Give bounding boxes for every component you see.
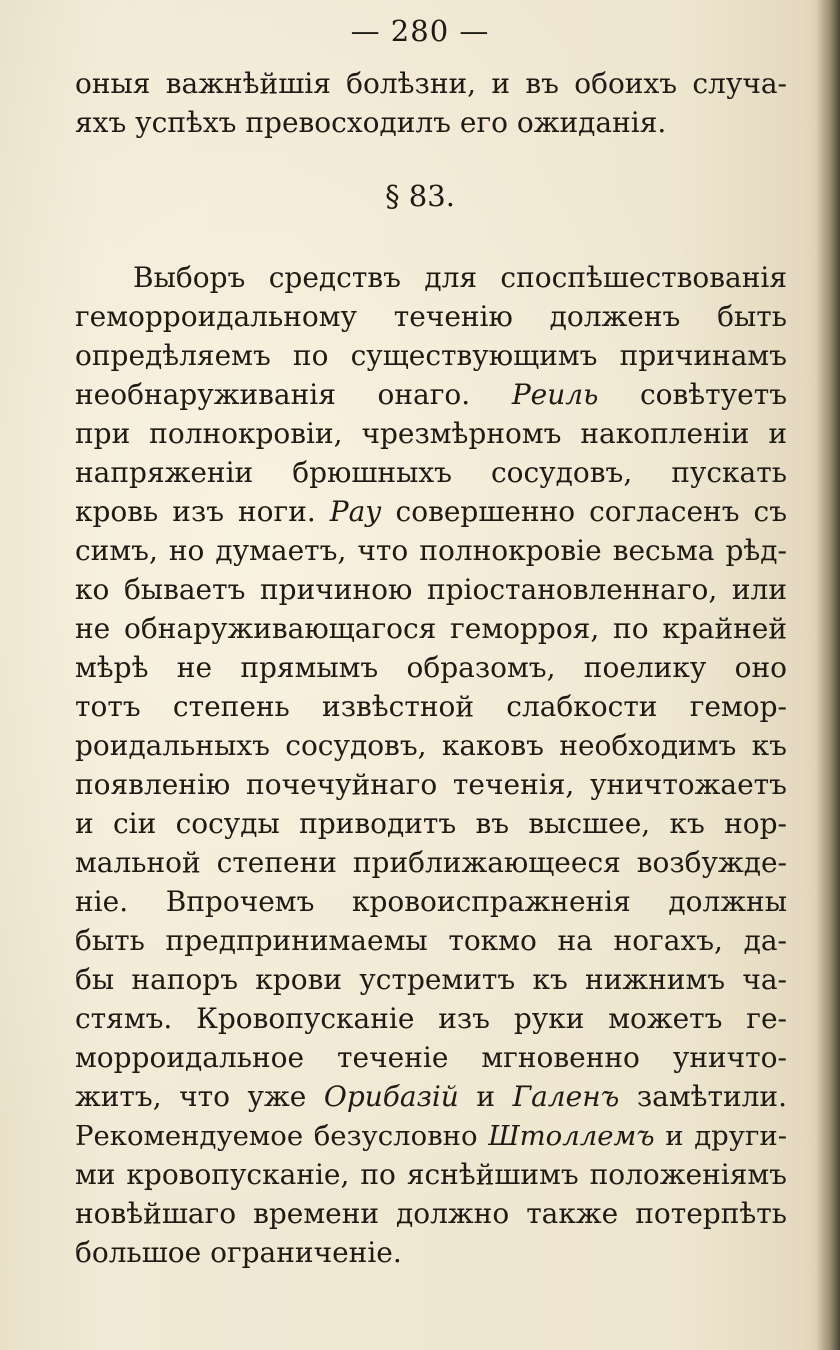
text-line: мѣрѣ не прямымъ образомъ, поелику оно [75, 651, 787, 684]
author-name: Орибазій [323, 1080, 459, 1113]
text-run: и други- [665, 1120, 787, 1152]
author-name: Штоллемъ [488, 1120, 655, 1152]
text-line: быть предпринимаемы токмо на ногахъ, да- [75, 924, 787, 957]
text-line [75, 375, 787, 415]
text-line: и сіи сосуды приводитъ въ высшее, къ нор- [75, 807, 787, 840]
author-name: Галенъ [512, 1080, 620, 1113]
text-line [75, 1116, 787, 1156]
text-run: замѣтили. [636, 1080, 787, 1113]
text-line: ми кровопусканіе, по яснѣйшимъ положеніямъ [75, 1158, 787, 1191]
text-line: Выборъ средствъ для споспѣшествованія [133, 261, 787, 294]
text-line: мальной степени приближающееся возбужде- [75, 846, 787, 879]
text-line: новѣйшаго времени должно также потерпѣть [75, 1197, 787, 1230]
text-line: морроидальное теченіе мгновенно уничто- [75, 1041, 787, 1074]
text-run: совершенно согласенъ съ [395, 495, 788, 528]
text-run: и [476, 1080, 496, 1113]
text-line: опредѣляемъ по существующимъ причинамъ [75, 339, 787, 372]
section-heading: § 83. [385, 179, 455, 213]
text-line: ніе. Впрочемъ кровоиспражненія должны [75, 885, 787, 918]
text-line [75, 492, 787, 532]
text-run: житъ, что уже [75, 1080, 307, 1113]
text-line: при полнокровіи, чрезмѣрномъ накопленіи и [75, 417, 787, 450]
text-line: тотъ степень извѣстной слабкости гемор- [75, 690, 787, 723]
text-run: необнаруживанія онаго. [75, 378, 471, 411]
text-line: стямъ. Кровопусканіе изъ руки можетъ ге- [75, 1002, 787, 1035]
text-line: не обнаруживающагося геморроя, по крайней [75, 612, 787, 645]
page-number: — 280 — [350, 14, 490, 48]
text-run: Рекомендуемое безусловно [75, 1120, 478, 1152]
text-run: совѣтуетъ [639, 378, 788, 411]
text-line: геморроидальному теченію долженъ быть [75, 300, 787, 333]
text-line: бы напоръ крови устремитъ къ нижнимъ ча- [75, 963, 787, 996]
author-name: Реиль [511, 378, 599, 411]
author-name: Рау [329, 495, 382, 528]
text-line: яхъ успѣхъ превосходилъ его ожиданія. [75, 106, 667, 139]
text-line: напряженіи брюшныхъ сосудовъ, пускать [75, 456, 787, 489]
text-run: кровь изъ ноги. [75, 495, 316, 528]
text-line: оныя важнѣйшія болѣзни, и въ обоихъ случа- [75, 67, 787, 100]
text-line: роидальныхъ сосудовъ, каковъ необходимъ къ [75, 729, 787, 762]
text-line: большое ограниченіе. [75, 1236, 402, 1269]
text-line: симъ, но думаетъ, что полнокровіе весьма рѣд- [75, 534, 787, 567]
text-line: появленію почечуйнаго теченія, уничтожаетъ [75, 768, 787, 801]
text-line: ко бываетъ причиною пріостановленнаго, или [75, 573, 787, 606]
text-line [75, 1077, 787, 1117]
